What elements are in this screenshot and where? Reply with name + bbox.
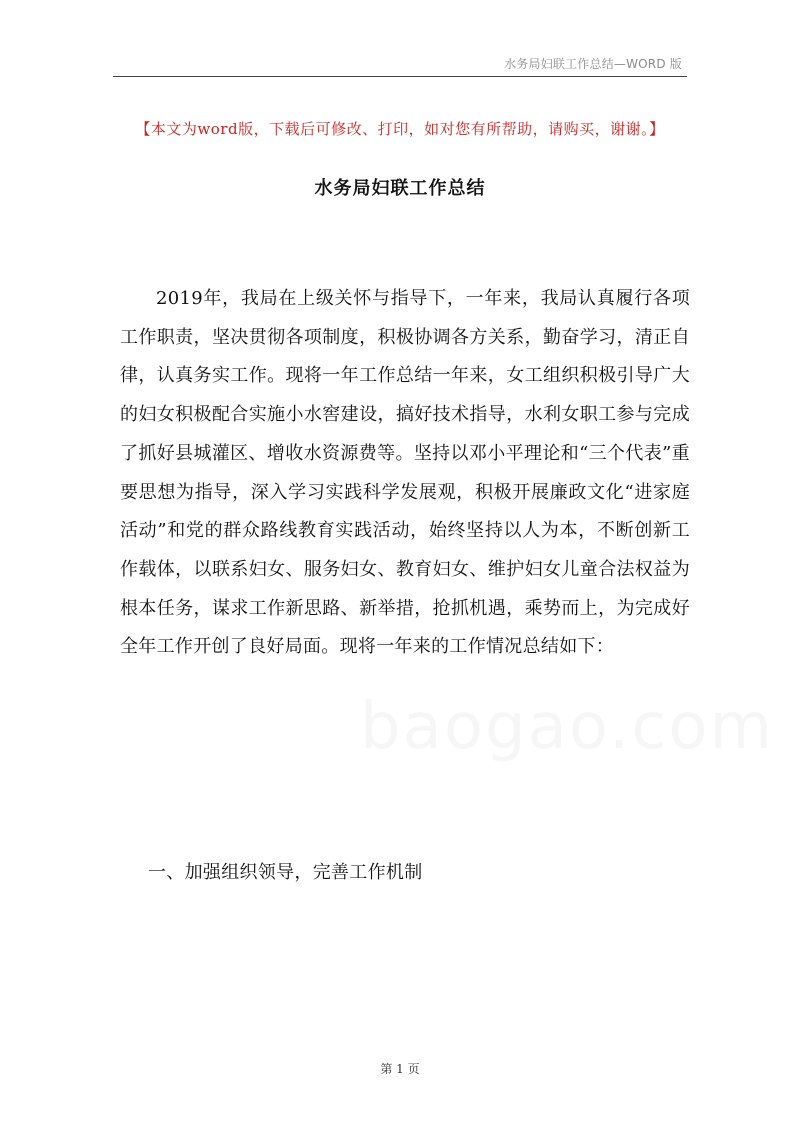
page-number: 第 1 页 xyxy=(380,1062,420,1076)
body-paragraph: 2019年，我局在上级关怀与指导下，一年来，我局认真履行各项工作职责，坚决贯彻各项制度，积极协调各方关系，勤奋学习，清正自律，认真务实工作。现将一年工作总结一年来，女工组织积极引导广大的妇女积极配合实施小水窖建设，搞好技术指导，水利女职工参与完成了抓好县城灌区、增收水资源费等。坚持以邓小平理论和“三个代表”重要思想为指导，深入学习实践科学发展观，积极开展廉政文化“进家庭活动”和党的群众路线教育实践活动，始终坚持以人为本，不断创新工作载体，以联系妇女、服务妇女、教育妇女、维护妇女儿童合法权益为根本任务，谋求工作新思路、新举措，抢抓机遇，乘势而上，为完成好全年工作开创了良好局面。现将一年来的工作情况总结如下： xyxy=(120,288,690,658)
document-title: 水务局妇联工作总结 xyxy=(314,178,486,199)
running-header: 水务局妇联工作总结—WORD 版 xyxy=(504,57,682,71)
download-notice: 【本文为word版，下载后可修改、打印，如对您有所帮助，请购买，谢谢。】 xyxy=(135,120,665,138)
watermark xyxy=(360,690,774,764)
section-heading: 一、加强组织领导，完善工作机制 xyxy=(148,862,423,883)
header-divider xyxy=(113,76,687,77)
